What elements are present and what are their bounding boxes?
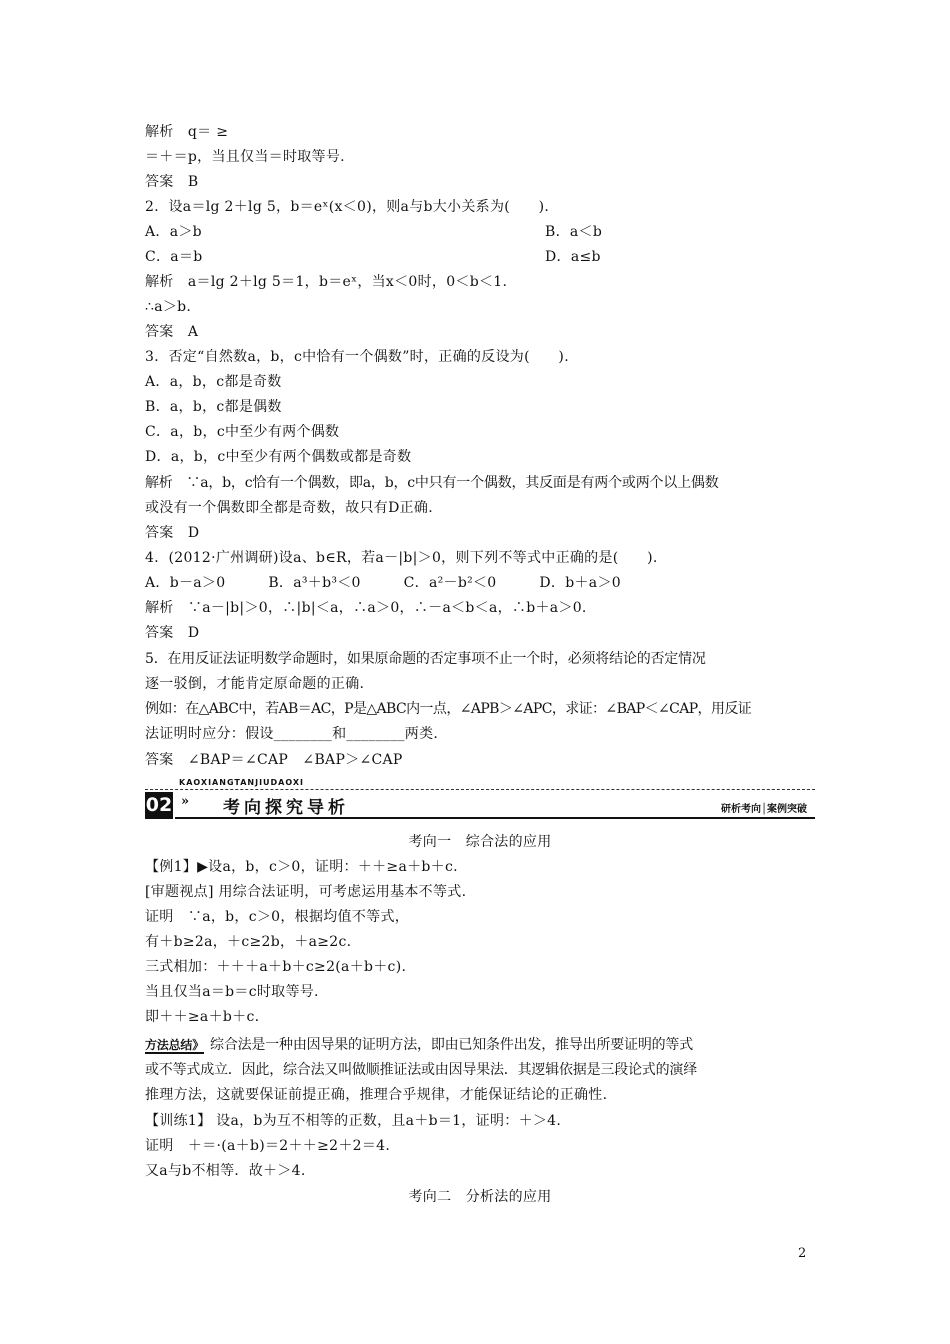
- question-4: 4．(2012·广州调研)设a、b∈R，若a－|b|＞0，则下列不等式中正确的是( ).: [145, 550, 658, 566]
- text-line: C．a，b，c中至少有两个偶数: [145, 424, 340, 440]
- banner-subtitle: 研析考向│案例突破: [720, 804, 807, 815]
- option-b: B．a＜b: [545, 224, 603, 240]
- section-banner: [145, 778, 815, 820]
- options-row: [145, 223, 815, 241]
- method-summary-tag: 方法总结》: [145, 1038, 205, 1052]
- text-line: 答案 D: [145, 525, 200, 541]
- text-line: 解析 q＝ ≥: [145, 124, 229, 140]
- text-line: 法证明时应分：假设________和________两类.: [145, 726, 439, 742]
- text-line: 三式相加：＋＋＋a＋b＋c≥2(a＋b＋c).: [145, 959, 407, 975]
- text-line: 推理方法，这就要保证前提正确，推理合乎规律，才能保证结论的正确性.: [145, 1087, 608, 1103]
- page-number: 2: [798, 1246, 807, 1261]
- question-5: 5．在用反证法证明数学命题时，如果原命题的否定事项不止一个时，必须将结论的否定情况: [145, 651, 706, 667]
- options-row: A．b－a＞0 B．a³＋b³＜0 C．a²－b²＜0 D．b＋a＞0: [145, 575, 621, 591]
- text-line: ＝＋＝p，当且仅当＝时取等号.: [145, 149, 345, 165]
- text-line: 解析 a＝lg 2＋lg 5＝1，b＝eˣ，当x＜0时，0＜b＜1.: [145, 274, 508, 290]
- options-row: [145, 248, 815, 266]
- subsection-heading: 考向一 综合法的应用: [408, 834, 552, 850]
- text-line: 或不等式成立．因此，综合法又叫做顺推证法或由因导果法．其逻辑依据是三段论式的演绎: [145, 1062, 697, 1078]
- text-line: 当且仅当a＝b＝c时取等号.: [145, 984, 319, 1000]
- option-c: C．a＝b: [145, 249, 203, 265]
- text-line: 例如：在△ABC中，若AB＝AC，P是△ABC内一点，∠APB＞∠APC，求证：∠BAP＜∠CAP，用反证: [145, 701, 752, 717]
- double-arrow-icon: »: [181, 794, 190, 809]
- question-3: 3．否定“自然数a，b，c中恰有一个偶数”时，正确的反设为( ).: [145, 349, 569, 365]
- text-line: [审题视点] 用综合法证明，可考虑运用基本不等式.: [145, 884, 467, 900]
- text-line: 或没有一个偶数即全都是奇数，故只有D正确.: [145, 500, 433, 516]
- question-2: 2．设a＝lg 2＋lg 5，b＝eˣ(x＜0)，则a与b大小关系为( ).: [145, 199, 550, 215]
- section-number-badge: 02: [145, 792, 173, 819]
- subsection-heading: 考向二 分析法的应用: [408, 1189, 552, 1205]
- section-title: 考向探究导析: [223, 798, 349, 818]
- text-line: 答案 B: [145, 174, 199, 190]
- banner-dashed-rule: [145, 789, 815, 790]
- text-line: A．a，b，c都是奇数: [145, 374, 282, 390]
- example-1: 【例1】▶设a，b，c＞0，证明：＋＋≥a＋b＋c.: [145, 859, 458, 875]
- text-line: 有＋b≥2a，＋c≥2b，＋a≥2c.: [145, 934, 352, 950]
- option-d: D．a≤b: [545, 249, 601, 265]
- text-line: 又a与b不相等．故＋＞4.: [145, 1163, 306, 1179]
- text-line: 逐一驳倒，才能肯定原命题的正确.: [145, 676, 365, 692]
- text-line: 解析 ∵a－|b|＞0，∴|b|＜a，∴a＞0，∴－a＜b＜a，∴b＋a＞0.: [145, 600, 587, 616]
- banner-rule: [175, 817, 815, 819]
- text-line: D．a，b，c中至少有两个偶数或都是奇数: [145, 449, 412, 465]
- text-line: 答案 ∠BAP＝∠CAP ∠BAP＞∠CAP: [145, 752, 403, 768]
- banner-pinyin: KAOXIANGTANJIUDAOXI: [179, 778, 305, 787]
- text-line: 答案 D: [145, 625, 200, 641]
- text-line: 证明 ＋＝·(a＋b)＝2＋＋≥2＋2＝4.: [145, 1138, 391, 1154]
- option-a: A．a＞b: [145, 224, 202, 240]
- method-summary: [145, 1036, 815, 1054]
- text-line: 解析 ∵a，b，c恰有一个偶数，即a，b，c中只有一个偶数，其反面是有两个或两个以上偶数: [145, 475, 719, 491]
- text-line: 即＋＋≥a＋b＋c.: [145, 1009, 260, 1025]
- text-line: 答案 A: [145, 324, 199, 340]
- text-line: 综合法是一种由因导果的证明方法，即由已知条件出发，推导出所要证明的等式: [210, 1037, 694, 1053]
- text-line: 证明 ∵a，b，c＞0，根据均值不等式，: [145, 909, 410, 925]
- text-line: B．a，b，c都是偶数: [145, 399, 282, 415]
- exercise-1: 【训练1】 设a，b为互不相等的正数，且a＋b＝1，证明：＋＞4.: [145, 1113, 562, 1129]
- text-line: ∴a＞b.: [145, 299, 192, 315]
